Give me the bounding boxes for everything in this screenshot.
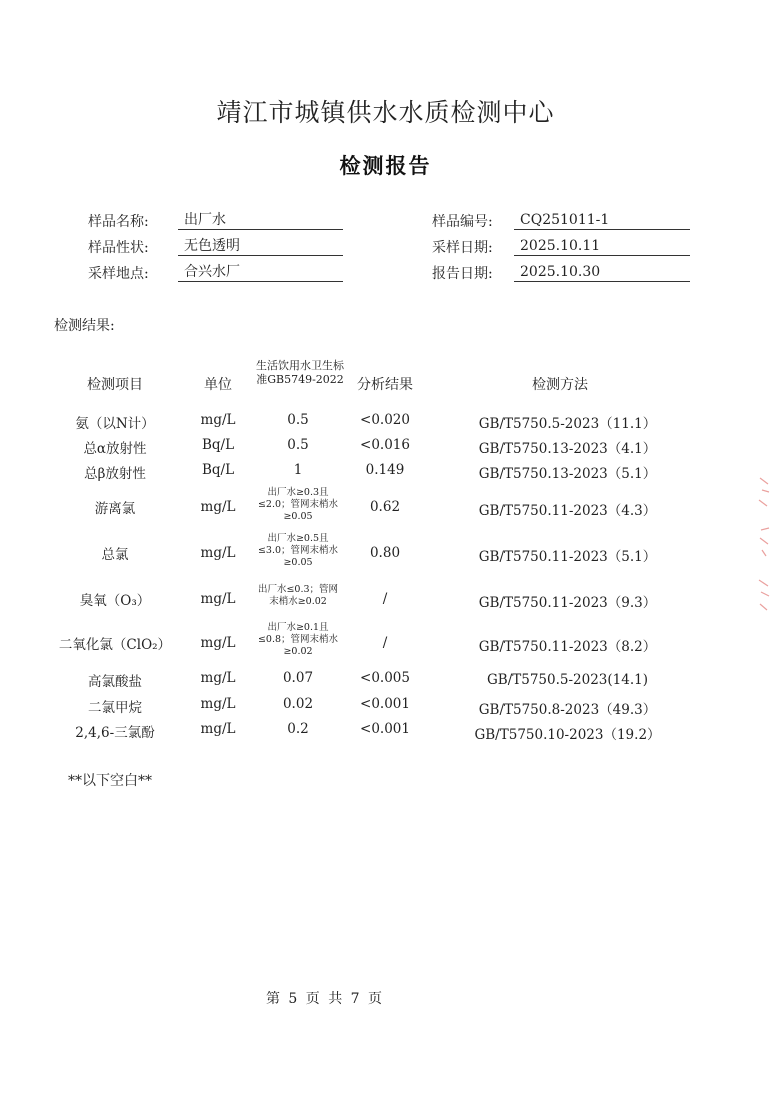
row-result: 0.149 [365,462,405,478]
row-method: GB/T5750.11-2023（5.1） [478,549,657,565]
row-item: 总β放射性 [84,466,146,482]
row-standard: 0.07 [282,670,314,686]
sample-name-value: 出厂水 [178,212,343,230]
row-standard: 出厂水≤0.3；管网末梢水≥0.02 [257,584,339,607]
sample-state-label: 样品性状: [88,240,149,256]
row-unit: mg/L [200,499,236,515]
row-unit: mg/L [200,721,236,737]
row-result: 0.80 [369,545,401,561]
organization-name: 靖江市城镇供水水质检测中心 [216,98,555,127]
sample-date-value: 2025.10.11 [514,238,690,256]
row-standard: 出厂水≥0.5且≤3.0；管网末梢水≥0.05 [257,533,339,568]
page-number: 第 5 页 共 7 页 [265,991,385,1007]
header-method: 检测方法 [532,377,588,393]
sample-name-label: 样品名称: [88,214,149,230]
row-result: <0.001 [360,721,410,737]
row-method: GB/T5750.11-2023（4.3） [478,503,657,519]
header-unit: 单位 [204,377,232,393]
row-method: GB/T5750.11-2023（8.2） [478,639,657,655]
row-standard: 出厂水≥0.3且≤2.0；管网末梢水≥0.05 [257,487,339,522]
row-item: 2,4,6-三氯酚 [75,725,155,741]
row-method: GB/T5750.5-2023（11.1） [478,416,657,432]
row-result: / [382,635,388,651]
row-standard: 0.02 [282,696,314,712]
row-standard: 0.5 [287,437,309,453]
row-unit: mg/L [200,412,236,428]
header-standard: 生活饮用水卫生标准GB5749-2022 [256,359,344,386]
row-method: GB/T5750.10-2023（19.2） [474,727,661,743]
row-item: 二氯甲烷 [88,700,142,716]
row-result: <0.005 [360,670,410,686]
row-standard: 1 [293,462,303,478]
row-result: <0.016 [360,437,410,453]
row-result: <0.020 [360,412,410,428]
row-unit: Bq/L [201,437,235,453]
row-result: 0.62 [369,499,401,515]
report-date-value: 2025.10.30 [514,264,690,282]
row-unit: mg/L [200,545,236,561]
sample-no-label: 样品编号: [432,214,493,230]
seal-stamp-fragment [756,470,771,630]
sample-no-value: CQ251011-1 [514,212,690,230]
row-unit: mg/L [200,635,236,651]
row-standard: 0.2 [287,721,309,737]
row-item: 氨（以N计） [75,416,155,432]
row-item: 臭氧（O₃） [79,593,151,609]
row-item: 游离氯 [94,501,136,517]
row-unit: mg/L [200,696,236,712]
sample-location-label: 采样地点: [88,266,149,282]
row-method: GB/T5750.13-2023（4.1） [478,441,657,457]
row-item: 总α放射性 [83,441,147,457]
sample-location-value: 合兴水厂 [178,264,343,282]
row-item: 总氯 [101,547,129,563]
report-title: 检测报告 [339,154,432,178]
sample-date-label: 采样日期: [432,240,493,256]
end-note: **以下空白** [68,773,152,789]
row-method: GB/T5750.8-2023（49.3） [478,702,657,718]
header-result: 分析结果 [357,377,413,393]
row-result: / [382,591,388,607]
row-unit: Bq/L [201,462,235,478]
row-item: 高氯酸盐 [88,674,142,690]
row-standard: 出厂水≥0.1且≤0.8；管网末梢水≥0.02 [257,622,339,657]
row-standard: 0.5 [287,412,309,428]
row-item: 二氧化氯（ClO₂） [58,637,172,653]
row-unit: mg/L [200,591,236,607]
row-unit: mg/L [200,670,236,686]
sample-state-value: 无色透明 [178,238,343,256]
row-method: GB/T5750.11-2023（9.3） [478,595,657,611]
header-item: 检测项目 [87,377,143,393]
report-date-label: 报告日期: [432,266,493,282]
results-heading: 检测结果: [54,318,115,334]
row-method: GB/T5750.5-2023(14.1) [486,672,648,688]
row-method: GB/T5750.13-2023（5.1） [478,466,657,482]
row-result: <0.001 [360,696,410,712]
